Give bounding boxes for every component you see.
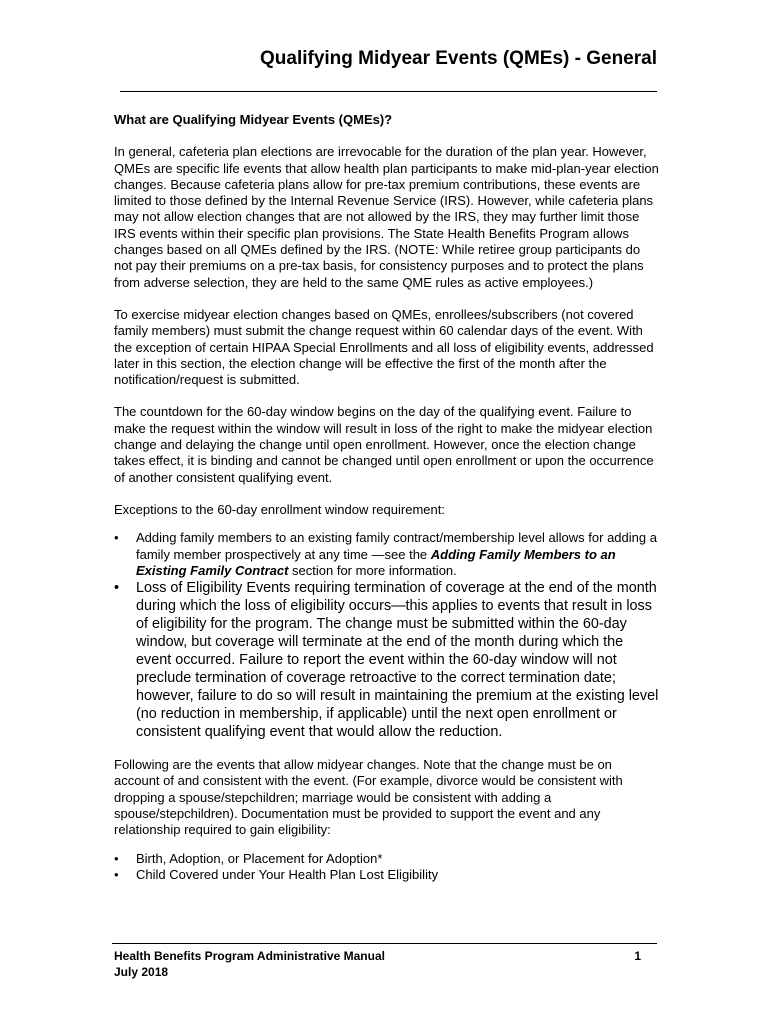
bullet-text: Birth, Adoption, or Placement for Adoption*: [136, 850, 383, 866]
bullet-text-bold: Adding Family Members to an Existing Family Contract: [136, 546, 616, 578]
page-number: 1: [634, 949, 641, 963]
paragraph-exercise: To exercise midyear election changes based on QMEs, enrollees/subscribers (not covered family members) must submit the change request within 60 calendar days of the event. With the exception of certain HIPAA Special Enrollments and all loss of eligibility events, addressed later in this section, the election change will be effective the first of the month after the notification/request is submitted.: [114, 306, 654, 388]
paragraph-intro: In general, cafeteria plan elections are irrevocable for the duration of the plan year. However, QMEs are specific life events that allow health plan participants to make mid-plan-year election changes. Because cafeteria plans allow for pre-tax premium contributions, these events are limited to those defined by the Internal Revenue Service (IRS). However, while cafeteria plans may not allow election changes that are not allowed by the IRS, they may further limit those IRS events within their specific plan provisions. The State Health Benefits Program allows changes based on all QMEs defined by the IRS. (NOTE: While retiree group participants do not pay their premiums on a pre-tax basis, for consistency purposes and to protect the plans from adverse selection, they are held to the same QME rules as active employees.): [114, 144, 659, 290]
footer-divider: [112, 943, 657, 944]
exceptions-list: [114, 530, 659, 741]
bullet-icon: •: [114, 850, 119, 866]
footer-date: July 2018: [114, 965, 169, 979]
title-divider: [120, 91, 657, 92]
bullet-text: Child Covered under Your Health Plan Lost Eligibility: [136, 866, 439, 882]
bullet-icon: •: [114, 580, 120, 597]
list-item: [114, 867, 659, 883]
paragraph-countdown: The countdown for the 60-day window begins on the day of the qualifying event. Failure to make the request within the window will result in loss of the right to make the midyear election change and delaying the change until open enrollment. However, once the election change takes effect, it is binding and cannot be changed until open enrollment or upon the occurrence of another consistent qualifying event.: [114, 404, 654, 485]
bullet-text: Adding family members to an existing family contract/membership level allows for adding a family member prospectively at any time —see the: [136, 530, 657, 562]
paragraph-events: Following are the events that allow midyear changes. Note that the change must be on account of and consistent with the event. (For example, divorce would be consistent with dropping a spouse/stepchildren; marriage would be consistent with adding a spouse/stepchildren). Documentation must be provided to support the event and any relationship required to gain eligibility:: [114, 757, 623, 838]
events-list: [114, 851, 659, 884]
bullet-icon: •: [114, 866, 119, 882]
bullet-icon: •: [114, 530, 119, 546]
list-item: [114, 579, 659, 741]
page-footer: [114, 948, 641, 980]
page-title: Qualifying Midyear Events (QMEs) - General: [260, 48, 657, 69]
list-item: [114, 851, 659, 867]
list-item: [114, 530, 659, 579]
footer-manual-title: Health Benefits Program Administrative Manual: [114, 949, 385, 963]
paragraph-exceptions: Exceptions to the 60-day enrollment window requirement:: [114, 501, 445, 517]
section-question: What are Qualifying Midyear Events (QMEs)?: [114, 112, 393, 127]
document-body: [114, 112, 659, 899]
bullet-text: Loss of Eligibility Events requiring termination of coverage at the end of the month during which the loss of eligibility occurs—this applies to events that result in loss of eligibility for the program. The change must be submitted within the 60-day window, but coverage will terminate at the end of the month during which the event occurred. Failure to report the event within the 60-day window will not preclude termination of coverage retroactive to the correct termination date; however, failure to do so will result in maintaining the premium at the existing level (no reduction in membership, if applicable) until the next open enrollment or consistent qualifying event that would allow the reduction.: [136, 580, 659, 741]
bullet-text: section for more information.: [288, 562, 457, 578]
